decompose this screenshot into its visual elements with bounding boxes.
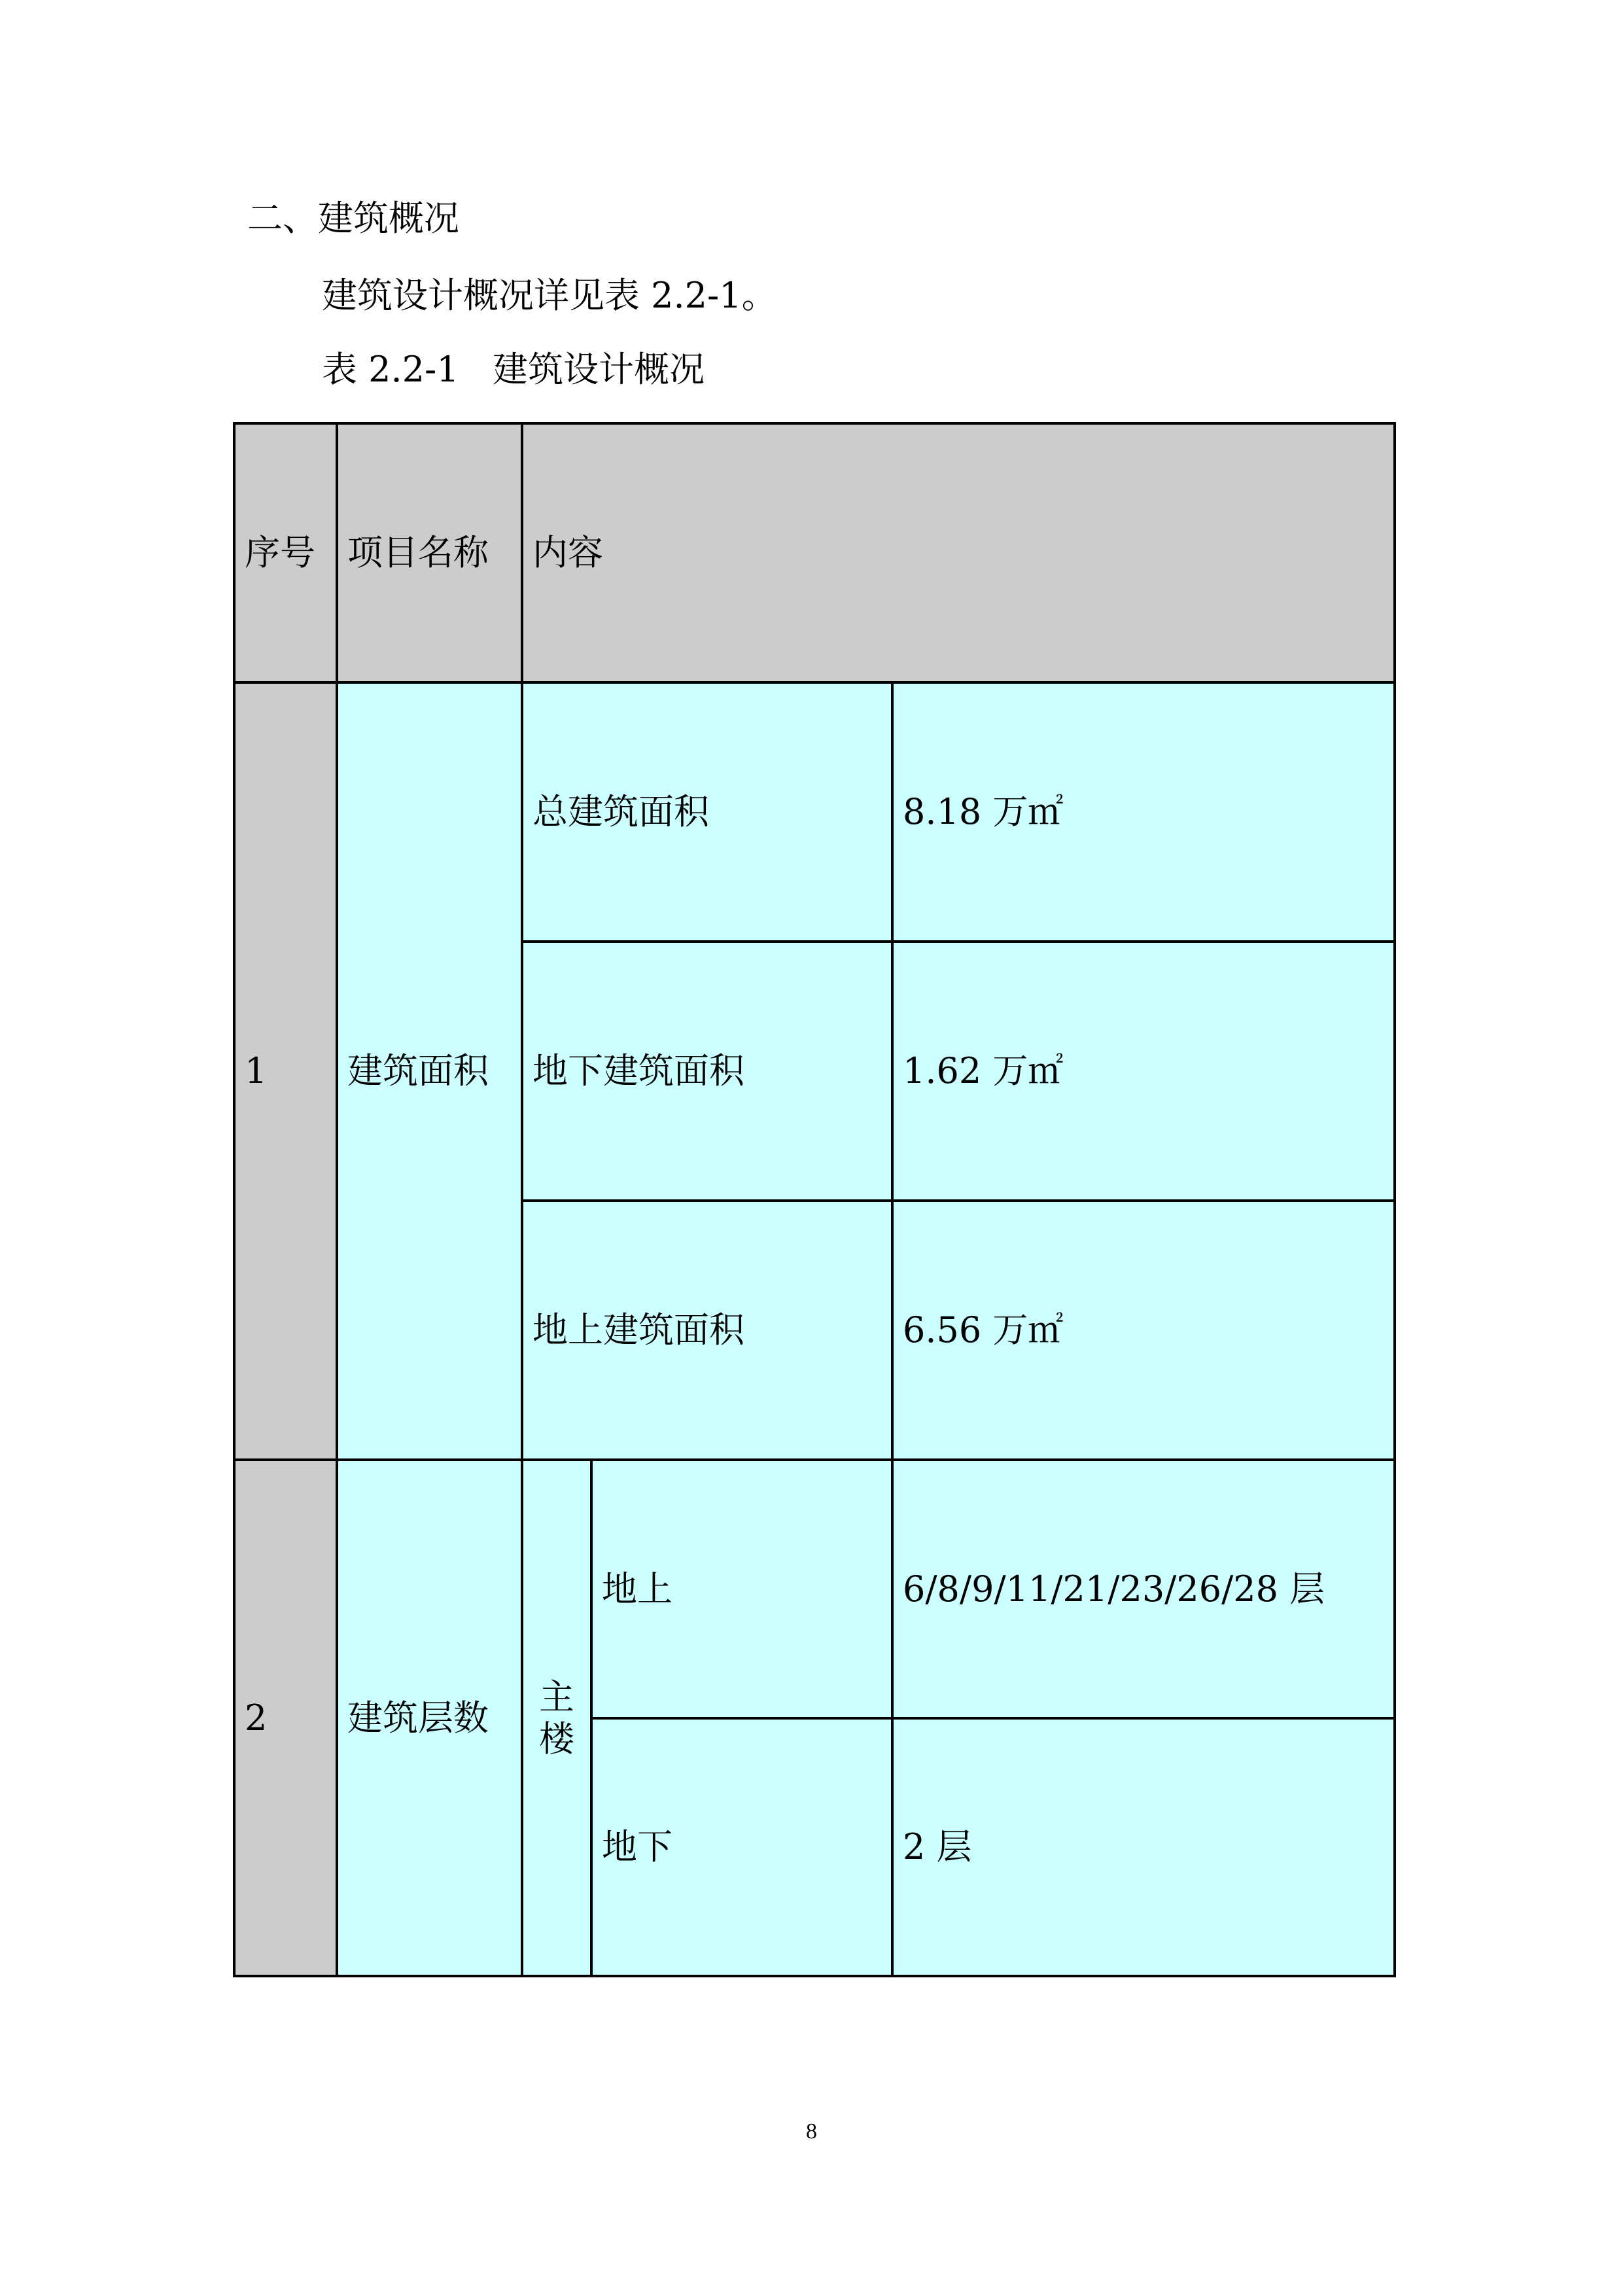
sub-item-label: 地上: [591, 1460, 892, 1718]
table-row: [234, 682, 1395, 942]
sub-item-value: 2 层: [892, 1718, 1395, 1976]
table-row: [234, 1460, 1395, 1718]
main-building-char: 主: [539, 1676, 574, 1718]
table-caption: 表 2.2-1 建筑设计概况: [322, 349, 705, 390]
sub-item-value: 6.56 万㎡: [892, 1201, 1395, 1460]
item-name-building-area: 建筑面积: [337, 682, 522, 1460]
main-building-label: [522, 1460, 591, 1976]
section-heading: 二、建筑概况: [247, 198, 459, 239]
sub-item-label: 地下: [591, 1718, 892, 1976]
item-name-floor-count: 建筑层数: [337, 1460, 522, 1976]
main-building-char: 楼: [539, 1718, 574, 1759]
table-header-row: [234, 423, 1395, 682]
building-overview-table: [233, 422, 1396, 1977]
sub-item-value: 1.62 万㎡: [892, 942, 1395, 1201]
sub-item-label: 地上建筑面积: [522, 1201, 892, 1460]
sub-item-label: 总建筑面积: [522, 682, 892, 942]
header-content: 内容: [522, 423, 1395, 682]
sub-item-label: 地下建筑面积: [522, 942, 892, 1201]
header-index: 序号: [234, 423, 337, 682]
header-item-name: 项目名称: [337, 423, 522, 682]
row-index-2: 2: [234, 1460, 337, 1976]
page-number: 8: [806, 2119, 817, 2144]
intro-paragraph: 建筑设计概况详见表 2.2-1。: [322, 275, 777, 316]
row-index-1: 1: [234, 682, 337, 1460]
sub-item-value: 8.18 万㎡: [892, 682, 1395, 942]
sub-item-value: 6/8/9/11/21/23/26/28 层: [892, 1460, 1395, 1718]
